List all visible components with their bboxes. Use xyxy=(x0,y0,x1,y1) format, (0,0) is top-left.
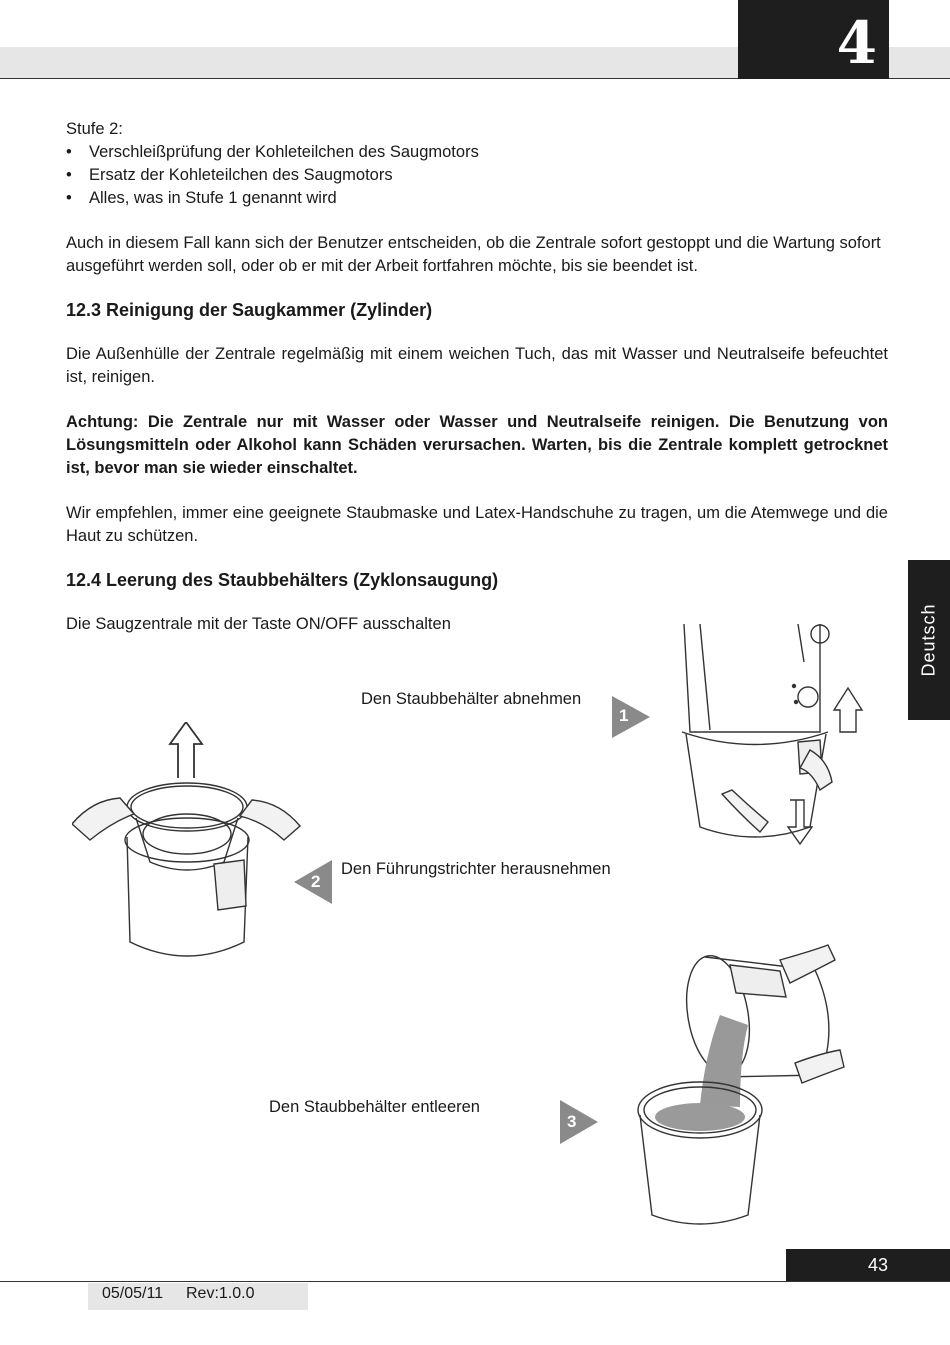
main-content xyxy=(66,118,888,636)
funnel-removal-illustration xyxy=(72,722,302,972)
section-12-4-heading: 12.4 Leerung des Staubbehälters (Zyklonsaugung) xyxy=(66,570,499,590)
list-item: • Alles, was in Stufe 1 genannt wird xyxy=(66,187,888,210)
footer-revision: Rev:1.0.0 xyxy=(186,1285,255,1302)
language-tab xyxy=(908,560,950,720)
footer-info xyxy=(88,1283,308,1310)
section-12-3-paragraph: Die Außenhülle der Zentrale regelmäßig mit einem weichen Tuch, das mit Wasser und Neutralseife befeuchtet ist, reinigen. xyxy=(66,345,888,386)
step-3-label: Den Staubbehälter entleeren xyxy=(269,1098,480,1116)
warning-paragraph: Achtung: Die Zentrale nur mit Wasser oder Wasser und Neutralseife reinigen. Die Benutzung von Lösungsmitteln oder Alkohol kann Schäden verursachen. Warten, bis die Zentrale komplett getrocknet ist, bevor man sie wieder einschaltet. xyxy=(66,413,888,477)
step-1-number: 1 xyxy=(619,706,629,725)
chapter-tab xyxy=(738,0,889,79)
step-2-number: 2 xyxy=(311,872,321,891)
footer-rule xyxy=(0,1281,950,1282)
section-12-3-heading: 12.3 Reinigung der Saugkammer (Zylinder) xyxy=(66,300,433,320)
language-label: Deutsch xyxy=(918,603,939,677)
chapter-number: 4 xyxy=(836,9,877,77)
stage2-title: Stufe 2: xyxy=(66,120,123,138)
step-1-arrow-icon xyxy=(612,696,652,738)
emptying-container-illustration xyxy=(630,935,860,1230)
recommendation-paragraph: Wir empfehlen, immer eine geeignete Staubmaske und Latex-Handschuhe zu tragen, um die Atemwege und die Haut zu schützen. xyxy=(66,504,888,545)
list-item: • Ersatz der Kohleteilchen des Saugmotors xyxy=(66,164,888,187)
footer-date: 05/05/11 xyxy=(102,1285,164,1302)
page-number-bar xyxy=(786,1249,950,1281)
step-1-label: Den Staubbehälter abnehmen xyxy=(361,690,582,708)
step-3-number: 3 xyxy=(567,1112,577,1131)
stage2-paragraph: Auch in diesem Fall kann sich der Benutzer entscheiden, ob die Zentrale sofort gestoppt und die Wartung sofort ausgeführt werden soll, oder ob er mit der Arbeit fortfahren möchte, bis sie beendet ist. xyxy=(66,234,881,275)
step-2-label: Den Führungstrichter herausnehmen xyxy=(341,860,611,878)
page-number: 43 xyxy=(867,1255,888,1275)
section-12-4-intro: Die Saugzentrale mit der Taste ON/OFF ausschalten xyxy=(66,615,451,633)
list-item: • Verschleißprüfung der Kohleteilchen des Saugmotors xyxy=(66,141,888,164)
step-3-arrow-icon xyxy=(560,1100,600,1144)
stage2-list xyxy=(66,141,888,210)
unit-container-illustration xyxy=(680,622,870,852)
